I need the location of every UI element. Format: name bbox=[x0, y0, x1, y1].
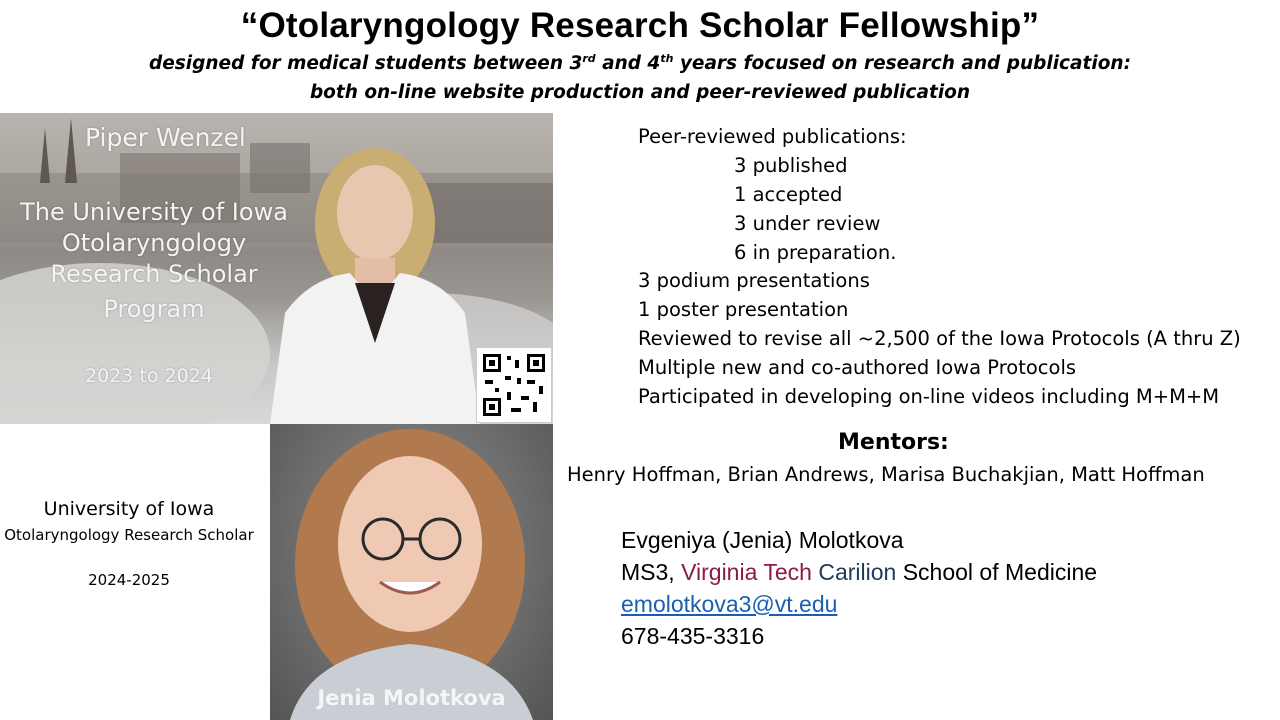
mentors-heading: Mentors: bbox=[838, 430, 949, 455]
publication-item: 6 in preparation. bbox=[734, 241, 897, 264]
publication-item: 3 under review bbox=[734, 212, 881, 235]
caption-university: University of Iowa bbox=[43, 498, 215, 520]
contact-phone: 678-435-3316 bbox=[621, 623, 765, 649]
contact-name: Evgeniya (Jenia) Molotkova bbox=[621, 527, 904, 553]
program-line-2: Otolaryngology bbox=[61, 229, 247, 257]
subtitle-line-1: designed for medical students between 3rd and 4th years focused on research and publication: bbox=[149, 52, 1131, 75]
virginia-tech-label: Virginia Tech bbox=[681, 559, 812, 585]
mentors-names: Henry Hoffman, Brian Andrews, Marisa Buchakjian, Matt Hoffman bbox=[567, 463, 1205, 486]
achievement-item: Reviewed to revise all ~2,500 of the Iowa Protocols (A thru Z) bbox=[638, 327, 1241, 350]
carilion-label: Carilion bbox=[818, 559, 897, 585]
page-title: “Otolaryngology Research Scholar Fellowship” bbox=[240, 6, 1040, 45]
publication-item: 3 published bbox=[734, 154, 848, 177]
program-line-3: Research Scholar bbox=[50, 260, 258, 288]
achievement-item: Multiple new and co-authored Iowa Protocols bbox=[638, 356, 1077, 379]
achievement-item: 3 podium presentations bbox=[638, 269, 870, 292]
portrait-illustration bbox=[270, 424, 553, 720]
caption-years: 2024-2025 bbox=[88, 571, 170, 589]
program-years: 2023 to 2024 bbox=[85, 365, 213, 387]
achievement-item: Participated in developing on-line videos including M+M+M bbox=[638, 385, 1220, 408]
publication-item: 1 accepted bbox=[734, 183, 843, 206]
email-link[interactable]: emolotkova3@vt.edu bbox=[621, 591, 838, 617]
contact-school: MS3, Virginia Tech Carilion School of Medicine bbox=[621, 559, 1098, 585]
publications-heading: Peer-reviewed publications: bbox=[638, 125, 907, 148]
campus-photo-piper bbox=[0, 113, 553, 424]
subtitle-line-2: both on-line website production and peer-reviewed publication bbox=[309, 82, 971, 103]
program-line-1: The University of Iowa bbox=[20, 198, 288, 226]
scholar-name-jenia: Jenia Molotkova bbox=[317, 686, 506, 710]
qr-code-icon[interactable] bbox=[476, 347, 552, 423]
scholar-name-piper: Piper Wenzel bbox=[85, 123, 246, 152]
portrait-photo-jenia bbox=[270, 424, 553, 720]
contact-email-row bbox=[621, 591, 837, 618]
caption-program: Otolaryngology Research Scholar bbox=[4, 526, 254, 544]
achievement-item: 1 poster presentation bbox=[638, 298, 849, 321]
program-line-4: Program bbox=[103, 295, 205, 323]
